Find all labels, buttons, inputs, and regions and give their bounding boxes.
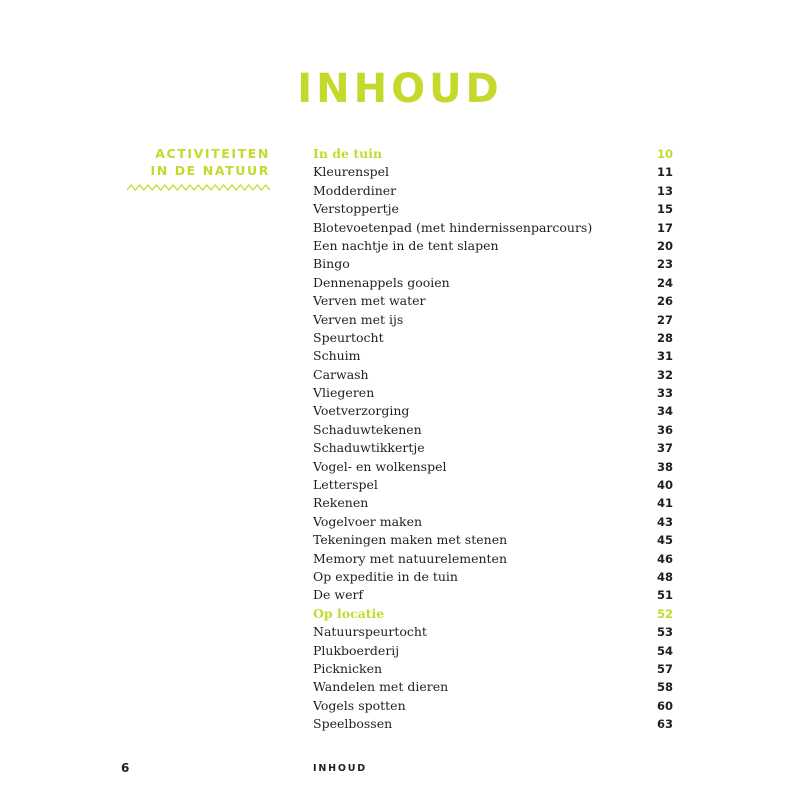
toc-entry-page: 13 [656,183,673,198]
section-label [130,145,270,179]
toc-entry [313,678,673,696]
toc-entry-page: 23 [656,257,673,272]
toc-entry-page: 10 [656,147,673,161]
toc-entry [313,458,673,476]
toc-entry-page: 41 [656,496,673,511]
toc-entry [313,660,673,678]
section-label-line-1: ACTIVITEITEN [155,146,270,161]
toc-entry-label: Schaduwtekenen [313,421,422,437]
toc-entry-page: 37 [656,441,673,456]
section-label-line-2: IN DE NATUUR [150,163,270,178]
toc-section-heading [313,145,673,163]
toc-entry-page: 36 [656,422,673,437]
toc-entry-page: 57 [656,661,673,676]
toc-entry [313,550,673,568]
toc-entry-page: 48 [656,569,673,584]
toc-entry [313,531,673,549]
toc-entry [313,347,673,365]
toc-entry [313,642,673,660]
toc-entry-label: De werf [313,587,364,603]
toc-entry-page: 27 [656,312,673,327]
toc-entry [313,163,673,181]
toc-entry-label: Een nachtje in de tent slapen [313,237,499,253]
footer-running-title: INHOUD [313,763,367,774]
toc-entry-label: In de tuin [313,146,383,161]
toc-entry-page: 60 [656,698,673,713]
toc-entry-label: Tekeningen maken met stenen [313,532,508,548]
toc-entry-label: Rekenen [313,495,369,511]
toc-entry-label: Verven met water [313,293,426,309]
toc-entry-label: Carwash [313,366,369,382]
toc-entry-page: 11 [656,165,673,180]
toc-entry-page: 53 [656,625,673,640]
toc-entry-label: Kleurenspel [313,164,390,180]
toc-entry-page: 28 [656,330,673,345]
toc-entry [313,384,673,402]
toc-entry-page: 52 [656,606,673,621]
toc-entry-page: 15 [656,202,673,217]
toc-entry-label: Speelbossen [313,716,393,732]
toc-entry-label: Blotevoetenpad (met hindernissenparcours) [313,219,593,235]
toc-entry-label: Letterspel [313,477,378,493]
toc-entry [313,697,673,715]
toc-entry-page: 31 [656,349,673,364]
toc-entry-page: 24 [656,275,673,290]
page-title: INHOUD [297,66,503,112]
toc-entry-page: 17 [656,220,673,235]
toc-entry-label: Natuurspeurtocht [313,624,427,640]
toc-entry-label: Memory met natuurelementen [313,550,508,566]
toc-entry-page: 46 [656,551,673,566]
zigzag-divider [127,183,273,193]
toc-entry-label: Op expeditie in de tuin [313,568,458,584]
toc-entry-label: Modderdiner [313,182,397,198]
toc-entry-label: Dennenappels gooien [313,274,450,290]
toc-entry [313,366,673,384]
toc-entry-label: Vliegeren [313,385,375,401]
toc-entry-page: 45 [656,533,673,548]
toc-entry [313,255,673,273]
toc-entry [313,586,673,604]
toc-entry-page: 32 [656,367,673,382]
toc-entry-label: Schaduwtikkertje [313,440,425,456]
toc-entry [313,402,673,420]
toc-entry-page: 43 [656,514,673,529]
toc-entry-label: Vogels spotten [313,697,406,713]
toc-entry-label: Schuim [313,348,361,364]
toc-entry [313,476,673,494]
toc-entry [313,182,673,200]
toc-entry-label: Plukboerderij [313,642,400,658]
toc-entry-page: 34 [656,404,673,419]
toc-entry [313,568,673,586]
toc-entry-label: Verven met ijs [313,311,404,327]
toc-entry-label: Wandelen met dieren [313,679,449,695]
toc-entry-label: Picknicken [313,660,383,676]
toc-entry [313,494,673,512]
toc-entry-label: Verstoppertje [313,201,399,217]
toc-entry [313,200,673,218]
toc-entry [313,237,673,255]
toc-entry [313,219,673,237]
toc-entry [313,274,673,292]
toc-entry-page: 58 [656,680,673,695]
toc-entry-page: 33 [656,386,673,401]
toc-entry-page: 63 [656,717,673,732]
toc-entry-label: Speurtocht [313,329,384,345]
table-of-contents [313,145,673,734]
toc-entry-page: 26 [656,294,673,309]
toc-entry-page: 54 [656,643,673,658]
toc-entry-label: Vogelvoer maken [313,513,423,529]
toc-entry [313,623,673,641]
toc-entry-page: 20 [656,238,673,253]
toc-entry-label: Op locatie [313,605,385,621]
toc-entry-page: 38 [656,459,673,474]
toc-entry-page: 40 [656,478,673,493]
toc-entry [313,715,673,733]
toc-entry [313,421,673,439]
toc-entry [313,513,673,531]
toc-entry [313,329,673,347]
footer-page-number: 6 [121,761,130,775]
toc-entry [313,439,673,457]
toc-entry-label: Voetverzorging [313,403,410,419]
toc-entry [313,311,673,329]
toc-entry-page: 51 [656,588,673,603]
toc-entry [313,292,673,310]
toc-section-heading [313,605,673,623]
toc-entry-label: Vogel- en wolkenspel [313,458,447,474]
toc-entry-label: Bingo [313,256,350,272]
